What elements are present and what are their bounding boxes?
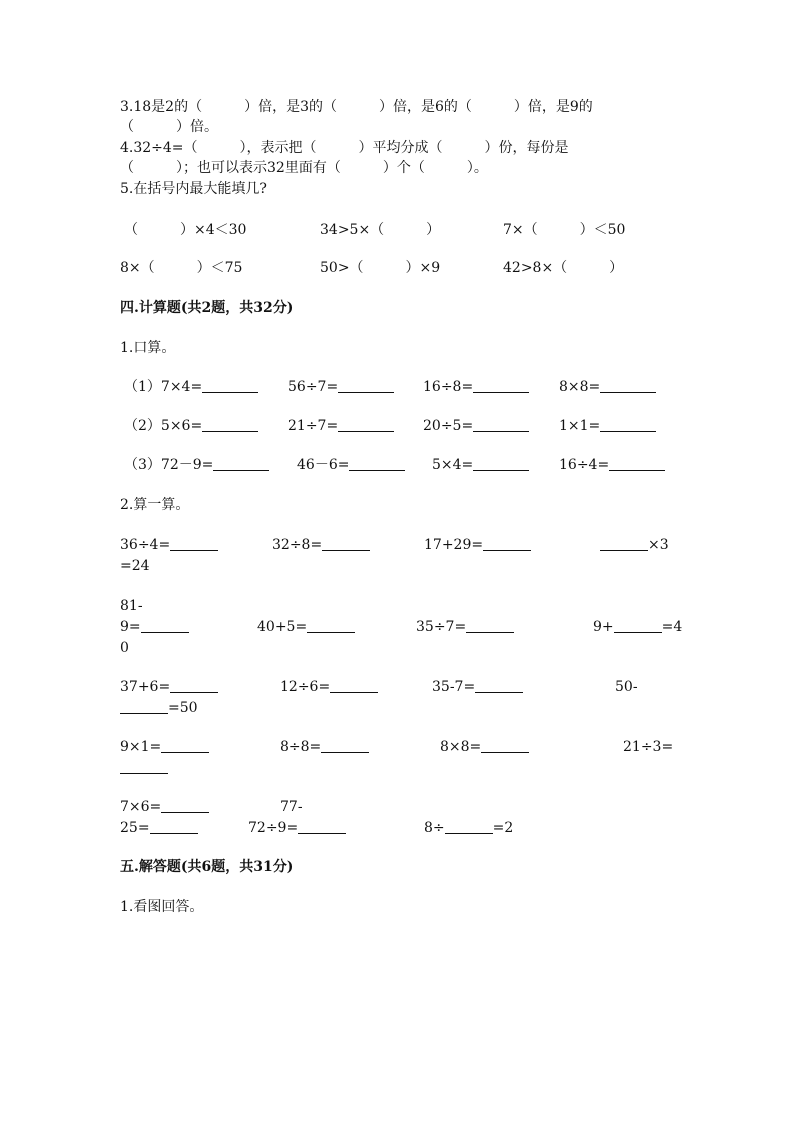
oral-r1-c2 xyxy=(288,378,394,396)
q4-line1: 4.32÷4=（ ），表示把（ ）平均分成（ ）份，每份是 xyxy=(120,140,569,156)
answer-blank[interactable] xyxy=(202,417,258,432)
q5-r1-c1: （ ）×4＜30 xyxy=(124,222,247,238)
calc-r1-c3 xyxy=(424,536,531,554)
calc-r4-c2 xyxy=(280,738,369,756)
calc-expr: 9+ xyxy=(593,619,614,635)
answer-blank[interactable] xyxy=(213,456,269,471)
oral-r1-c4 xyxy=(559,378,656,396)
oral-r2-c2 xyxy=(288,417,394,435)
oral-r3-c3 xyxy=(432,456,529,474)
oral-r1-c3 xyxy=(423,378,529,396)
oral-r3-c2 xyxy=(297,456,405,474)
q3-line2: （ ）倍。 xyxy=(120,119,218,135)
oral-expr: 46－6= xyxy=(297,457,350,473)
calc-r2-c4 xyxy=(593,618,682,636)
oral-r2-c3 xyxy=(423,417,529,435)
calc-expr: 12÷6= xyxy=(280,679,331,695)
oral-expr: （1）7×4= xyxy=(124,379,203,395)
calc-expr: 25= xyxy=(120,820,150,836)
answer-blank[interactable] xyxy=(330,678,378,693)
calc-expr: =2 xyxy=(492,820,514,836)
q4-line2: （ ）；也可以表示32里面有（ ）个（ ）。 xyxy=(120,160,488,176)
calc-expr: 8×8= xyxy=(440,739,482,755)
calc-r2-c2 xyxy=(257,618,355,636)
oral-expr: （3）72－9= xyxy=(124,457,214,473)
calc-expr: 9×1= xyxy=(120,739,162,755)
answer-blank[interactable] xyxy=(298,819,346,834)
calc-expr: =4 xyxy=(661,619,683,635)
q5-r1-c2: 34>5×（ ） xyxy=(320,222,441,238)
q5-r2-c1: 8×（ ）＜75 xyxy=(120,260,243,276)
answer-blank[interactable] xyxy=(150,819,198,834)
calc-r4-c1 xyxy=(120,738,209,756)
q5-title: 5.在括号内最大能填几? xyxy=(120,181,267,197)
answer-blank[interactable] xyxy=(202,378,258,393)
calc-r5-wrap-top: 77- xyxy=(280,799,303,815)
oral-r3-c4 xyxy=(559,456,665,474)
answer-blank[interactable] xyxy=(445,819,493,834)
calc-r2-wrap: 0 xyxy=(120,640,129,656)
section4-q2-title: 2.算一算。 xyxy=(120,497,190,513)
answer-blank[interactable] xyxy=(466,618,514,633)
calc-r3-wrap xyxy=(120,699,198,717)
calc-expr: 72÷9= xyxy=(248,820,299,836)
calc-r5-c1 xyxy=(120,798,209,816)
calc-expr: 8÷8= xyxy=(280,739,322,755)
calc-r2-c1 xyxy=(120,618,189,636)
calc-expr: 35÷7= xyxy=(416,619,467,635)
calc-expr: 35-7= xyxy=(432,679,476,695)
calc-expr: 8÷ xyxy=(424,820,445,836)
answer-blank[interactable] xyxy=(170,678,218,693)
oral-expr: 8×8= xyxy=(559,379,601,395)
answer-blank[interactable] xyxy=(473,417,529,432)
answer-blank[interactable] xyxy=(349,456,405,471)
calc-expr: ×3 xyxy=(648,537,669,553)
answer-blank[interactable] xyxy=(322,536,370,551)
calc-expr: 7×6= xyxy=(120,799,162,815)
section5-q1-title: 1.看图回答。 xyxy=(120,899,204,915)
answer-blank[interactable] xyxy=(483,536,531,551)
oral-expr: 5×4= xyxy=(432,457,474,473)
section4-title: 四.计算题(共2题，共32分) xyxy=(120,300,294,316)
calc-r2-c3 xyxy=(416,618,514,636)
oral-expr: （2）5×6= xyxy=(124,418,203,434)
oral-expr: 1×1= xyxy=(559,418,601,434)
q3-line1: 3.18是2的（ ）倍，是3的（ ）倍，是6的（ ）倍，是9的 xyxy=(120,99,593,115)
calc-r3-c4: 50- xyxy=(615,679,638,695)
answer-blank[interactable] xyxy=(141,618,189,633)
q5-r1-c3: 7×（ ）＜50 xyxy=(503,222,626,238)
calc-r4-c3 xyxy=(440,738,529,756)
oral-r3-c1 xyxy=(124,456,269,474)
calc-r2-wrap-top: 81- xyxy=(120,598,143,614)
answer-blank[interactable] xyxy=(338,417,394,432)
answer-blank[interactable] xyxy=(600,417,656,432)
calc-r1-c4 xyxy=(600,536,669,554)
answer-blank[interactable] xyxy=(600,378,656,393)
oral-expr: 20÷5= xyxy=(423,418,474,434)
calc-expr: 36÷4= xyxy=(120,537,171,553)
answer-blank[interactable] xyxy=(307,618,355,633)
oral-r1-c1 xyxy=(124,378,258,396)
calc-r4-c4: 21÷3= xyxy=(623,739,674,755)
answer-blank[interactable] xyxy=(161,798,209,813)
calc-r3-c1 xyxy=(120,678,218,696)
calc-r5-c3 xyxy=(248,819,346,837)
calc-expr: 9= xyxy=(120,619,141,635)
answer-blank[interactable] xyxy=(473,456,529,471)
oral-expr: 56÷7= xyxy=(288,379,339,395)
calc-r4-wrap xyxy=(120,759,168,777)
section5-title: 五.解答题(共6题，共31分) xyxy=(120,859,294,875)
calc-r5-c2 xyxy=(120,819,198,837)
calc-r1-c1 xyxy=(120,536,218,554)
answer-blank[interactable] xyxy=(338,378,394,393)
answer-blank[interactable] xyxy=(600,536,648,551)
oral-r2-c4 xyxy=(559,417,656,435)
q5-r2-c3: 42>8×（ ） xyxy=(503,260,624,276)
calc-expr: 40+5= xyxy=(257,619,308,635)
oral-r2-c1 xyxy=(124,417,258,435)
answer-blank[interactable] xyxy=(161,738,209,753)
oral-expr: 21÷7= xyxy=(288,418,339,434)
answer-blank[interactable] xyxy=(120,759,168,774)
calc-r3-c2 xyxy=(280,678,378,696)
calc-expr: =50 xyxy=(168,700,198,716)
section4-q1-title: 1.口算。 xyxy=(120,340,176,356)
oral-expr: 16÷4= xyxy=(559,457,610,473)
calc-r1-wrap: =24 xyxy=(120,558,150,574)
answer-blank[interactable] xyxy=(170,536,218,551)
calc-expr: 37+6= xyxy=(120,679,171,695)
calc-expr: 17+29= xyxy=(424,537,484,553)
answer-blank[interactable] xyxy=(473,378,529,393)
calc-r3-c3 xyxy=(432,678,523,696)
answer-blank[interactable] xyxy=(614,618,662,633)
answer-blank[interactable] xyxy=(321,738,369,753)
answer-blank[interactable] xyxy=(475,678,523,693)
oral-expr: 16÷8= xyxy=(423,379,474,395)
calc-r5-c4 xyxy=(424,819,513,837)
calc-r1-c2 xyxy=(272,536,370,554)
q5-r2-c2: 50>（ ）×9 xyxy=(320,260,441,276)
answer-blank[interactable] xyxy=(609,456,665,471)
answer-blank[interactable] xyxy=(120,699,168,714)
calc-expr: 32÷8= xyxy=(272,537,323,553)
answer-blank[interactable] xyxy=(481,738,529,753)
